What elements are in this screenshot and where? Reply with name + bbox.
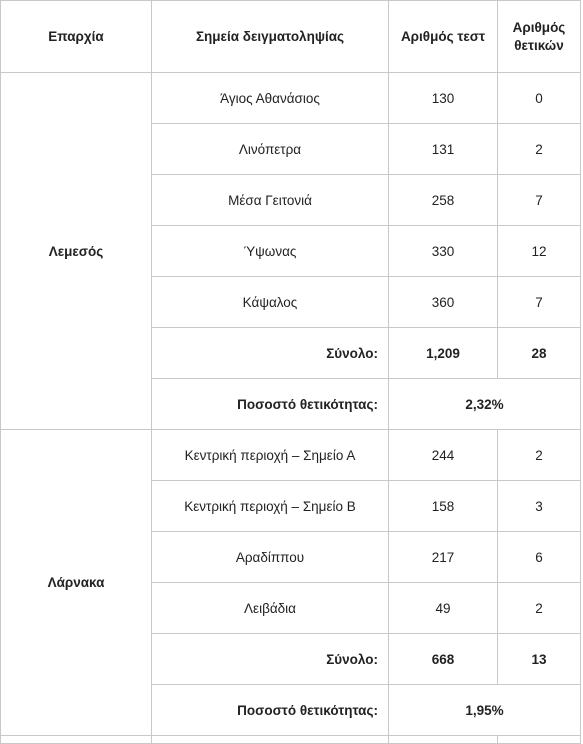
total-label: Σύνολο:	[152, 328, 389, 379]
site-tests: 130	[389, 73, 498, 124]
header-row	[1, 1, 581, 73]
site-name: Μέσα Γειτονιά	[152, 175, 389, 226]
site-name: Αραδίππου	[152, 532, 389, 583]
site-name: Λινόπετρα	[152, 124, 389, 175]
header-sampling-site: Σημεία δειγματοληψίας	[152, 1, 389, 73]
site-positives: 6	[498, 532, 581, 583]
header-tests: Αριθμός τεστ	[389, 1, 498, 73]
site-positives: 12	[498, 226, 581, 277]
positivity-rate: 1,95%	[389, 685, 581, 736]
site-tests: 244	[389, 430, 498, 481]
site-tests: 258	[389, 175, 498, 226]
site-tests: 330	[389, 226, 498, 277]
empty-cell	[498, 736, 581, 744]
header-district: Επαρχία	[1, 1, 152, 73]
site-positives: 7	[498, 175, 581, 226]
positivity-label: Ποσοστό θετικότητας:	[152, 685, 389, 736]
site-positives: 2	[498, 583, 581, 634]
district-name: Λεμεσός	[1, 73, 152, 430]
site-positives: 2	[498, 430, 581, 481]
site-name: Λειβάδια	[152, 583, 389, 634]
table-row	[1, 430, 581, 481]
positivity-rate: 2,32%	[389, 379, 581, 430]
empty-cell	[152, 736, 389, 744]
site-tests: 360	[389, 277, 498, 328]
table-row	[1, 73, 581, 124]
total-label: Σύνολο:	[152, 634, 389, 685]
site-name: Κεντρική περιοχή – Σημείο Β	[152, 481, 389, 532]
header-positives: Αριθμός θετικών	[498, 1, 581, 73]
total-tests: 668	[389, 634, 498, 685]
empty-cell	[1, 736, 152, 744]
site-name: Άγιος Αθανάσιος	[152, 73, 389, 124]
total-positives: 13	[498, 634, 581, 685]
site-name: Ύψωνας	[152, 226, 389, 277]
district-name: Λάρνακα	[1, 430, 152, 736]
table-row-partial	[1, 736, 581, 744]
site-positives: 2	[498, 124, 581, 175]
site-name: Κεντρική περιοχή – Σημείο Α	[152, 430, 389, 481]
site-positives: 3	[498, 481, 581, 532]
total-tests: 1,209	[389, 328, 498, 379]
site-tests: 49	[389, 583, 498, 634]
positivity-label: Ποσοστό θετικότητας:	[152, 379, 389, 430]
site-tests: 217	[389, 532, 498, 583]
total-positives: 28	[498, 328, 581, 379]
site-tests: 158	[389, 481, 498, 532]
site-positives: 0	[498, 73, 581, 124]
site-positives: 7	[498, 277, 581, 328]
site-name: Κάψαλος	[152, 277, 389, 328]
empty-cell	[389, 736, 498, 744]
site-tests: 131	[389, 124, 498, 175]
